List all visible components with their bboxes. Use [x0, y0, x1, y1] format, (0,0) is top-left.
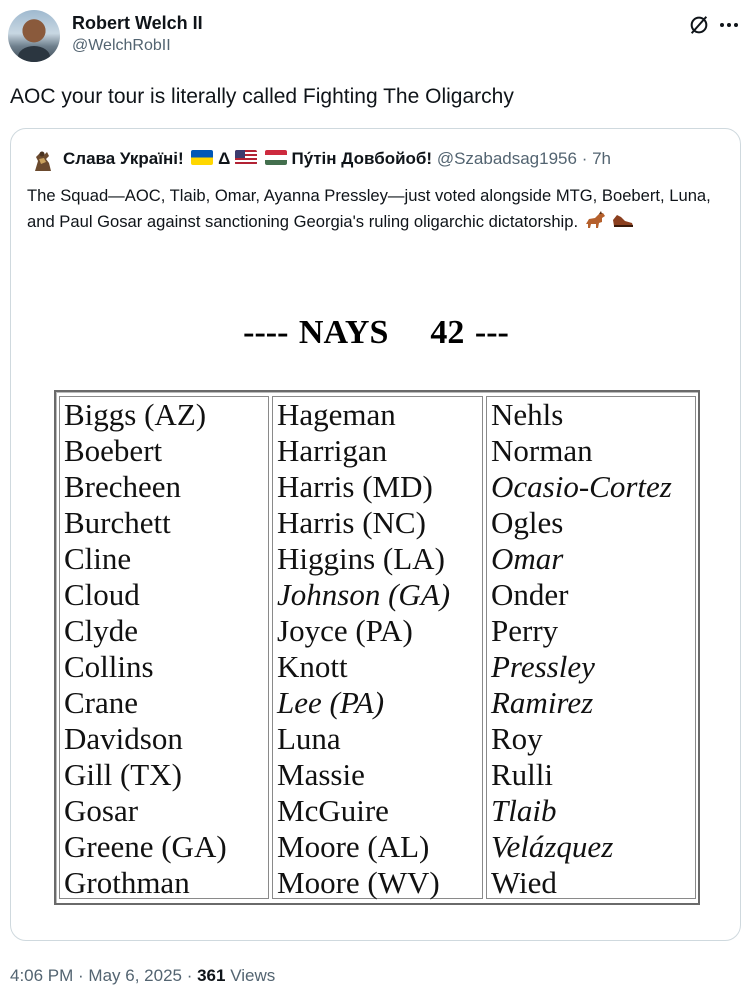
nay-member: Roy	[491, 721, 543, 756]
ukraine-flag-icon	[191, 150, 213, 165]
nay-member: Hageman	[277, 397, 396, 432]
nay-member: Higgins (LA)	[277, 541, 445, 576]
quoted-header	[63, 149, 611, 169]
nay-member: Nehls	[491, 397, 564, 432]
quoted-avatar-icon[interactable]	[29, 147, 57, 175]
nay-member: Ramirez	[491, 685, 594, 720]
quoted-text	[27, 183, 727, 238]
nay-member: Ocasio-Cortez	[491, 469, 672, 504]
nay-member: Wied	[491, 865, 557, 900]
shoe-emoji-icon	[611, 210, 635, 238]
quoted-author-name[interactable]: Слава Україні!	[63, 149, 184, 168]
quoted-tweet[interactable]	[10, 128, 741, 941]
nay-member: Velázquez	[491, 829, 614, 864]
nay-member: Moore (WV)	[277, 865, 440, 900]
nay-member: Cloud	[64, 577, 140, 612]
nay-member: Greene (GA)	[64, 829, 227, 864]
nay-member: Pressley	[491, 649, 595, 684]
nay-member: Omar	[491, 541, 564, 576]
nays-column-2	[272, 396, 483, 899]
nay-member: Cline	[64, 541, 132, 576]
nay-member: Boebert	[64, 433, 163, 468]
more-icon[interactable]	[717, 14, 741, 36]
quoted-handle[interactable]: @Szabadsag1956	[436, 149, 577, 168]
tweet-text: AOC your tour is literally called Fighting The Oligarchy	[10, 85, 514, 108]
author-handle[interactable]: @WelchRobII	[72, 37, 171, 54]
nay-member: Crane	[64, 685, 139, 720]
nays-column-3	[486, 396, 696, 899]
nay-member: Burchett	[64, 505, 171, 540]
quoted-name-delta: Δ	[218, 149, 231, 168]
nay-member: Clyde	[64, 613, 139, 648]
nay-member: Moore (AL)	[277, 829, 430, 864]
quoted-time[interactable]: · 7h	[581, 149, 611, 168]
views-count: 361	[197, 966, 226, 985]
nay-member: McGuire	[277, 793, 389, 828]
nays-title: ---- NAYS 42 ---	[243, 314, 509, 351]
nay-member: Biggs (AZ)	[64, 397, 207, 432]
grok-icon[interactable]	[688, 14, 710, 36]
nay-member: Luna	[277, 721, 341, 756]
nay-member: Tlaib	[491, 793, 557, 828]
nay-member: Grothman	[64, 865, 190, 900]
tweet-timestamp[interactable]: 4:06 PM · May 6, 2025 ·	[10, 966, 198, 985]
nay-member: Harrigan	[277, 433, 388, 468]
nay-member: Perry	[491, 613, 559, 648]
avatar[interactable]	[8, 10, 60, 62]
nay-member: Harris (NC)	[277, 505, 426, 540]
horse-emoji-icon	[583, 210, 607, 238]
nay-member: Davidson	[64, 721, 183, 756]
nay-member: Norman	[491, 433, 593, 468]
quoted-image[interactable]	[31, 294, 721, 924]
nay-member: Massie	[277, 757, 365, 792]
views-label: Views	[225, 966, 276, 985]
quoted-text-body: The Squad—AOC, Tlaib, Omar, Ayanna Pressley—just voted alongside MTG, Boebert, Luna, and Paul Gosar against sanctioning Georgia's ruling oligarchic dictatorship.	[27, 186, 711, 231]
tweet-footer	[10, 966, 275, 986]
nays-column-1	[59, 396, 269, 899]
quoted-name-suffix: Пу́тін Довбойоб!	[291, 149, 433, 168]
nay-member: Joyce (PA)	[277, 613, 413, 648]
hungary-flag-icon	[265, 150, 287, 165]
nay-member: Lee (PA)	[277, 685, 385, 720]
nay-member: Collins	[64, 649, 154, 684]
us-flag-icon	[235, 150, 257, 165]
nay-member: Knott	[277, 649, 348, 684]
nay-member: Gosar	[64, 793, 139, 828]
nay-member: Johnson (GA)	[277, 577, 451, 612]
nay-member: Brecheen	[64, 469, 182, 504]
nay-member: Onder	[491, 577, 569, 612]
nay-member: Rulli	[491, 757, 554, 792]
nays-table	[54, 390, 700, 905]
nay-member: Harris (MD)	[277, 469, 433, 504]
nay-member: Ogles	[491, 505, 564, 540]
nay-member: Gill (TX)	[64, 757, 182, 792]
author-name[interactable]: Robert Welch II	[72, 13, 203, 33]
